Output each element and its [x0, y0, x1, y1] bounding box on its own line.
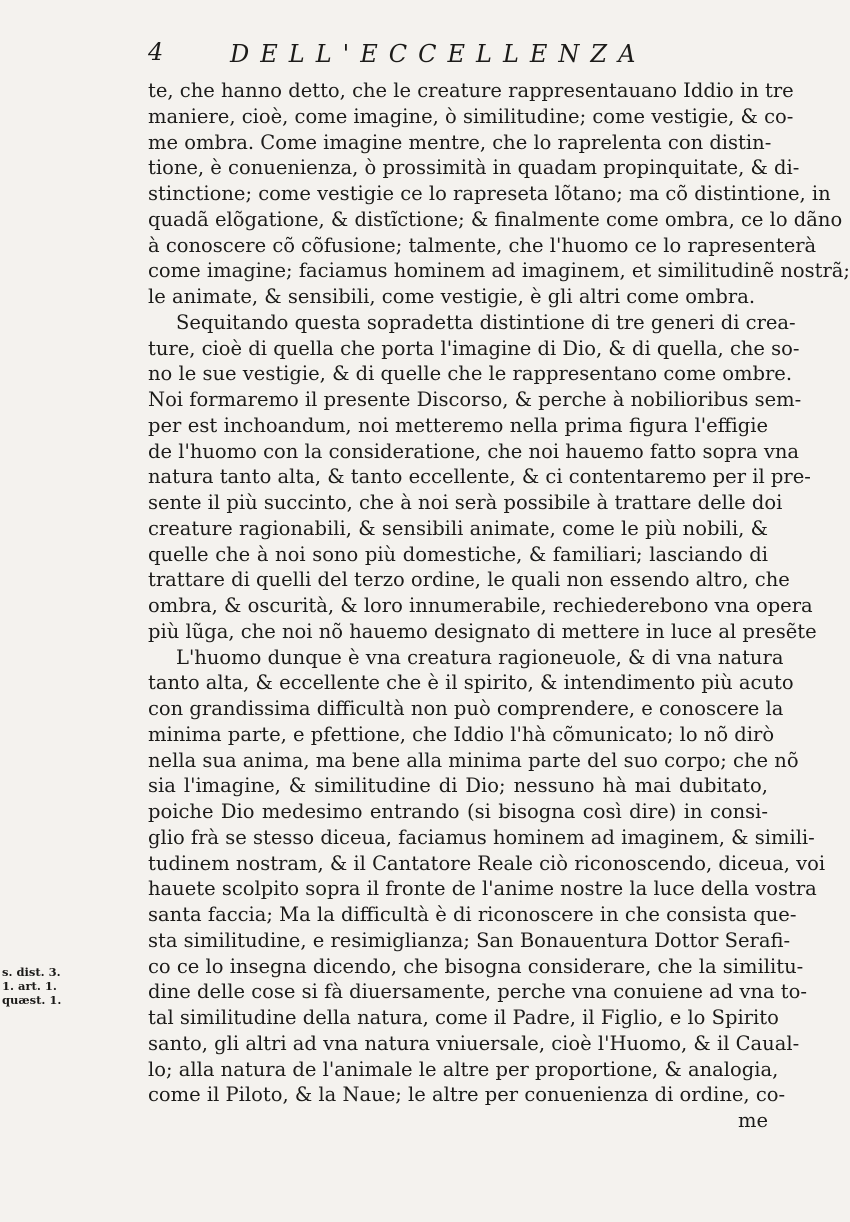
text-line: le animate, & sensibili, come vestigie, è gli altri come ombra. — [148, 285, 756, 308]
text-line: Sequitando questa sopradetta distintione di tre generi di crea- — [176, 310, 796, 334]
text-line: come il Piloto, & la Naue; le altre per conuenienza di ordine, co- — [148, 1083, 786, 1107]
text-line: sente il più succinto, che à noi serà possibile à trattare delle doi — [148, 491, 783, 514]
margin-note-line: 1. art. 1. — [2, 979, 57, 993]
text-line: per est inchoandum, noi metteremo nella prima figura l'effigie — [148, 413, 768, 437]
catchword: me — [737, 1109, 768, 1132]
running-title: DELL'ECCELLENZA — [230, 40, 647, 68]
text-line: tal similitudine della natura, come il Padre, il Figlio, e lo Spirito — [148, 1006, 779, 1029]
text-line: creature ragionabili, & sensibili animate, come le più nobili, & — [148, 516, 768, 540]
text-line: più lũga, che noi nõ hauemo designato di mettere in luce al presẽte — [148, 619, 817, 643]
body-text — [148, 78, 850, 1134]
text-line: stinctione; come vestigie ce lo rapreseta lõtano; ma cõ distintione, in — [148, 182, 831, 205]
text-line: sta similitudine, e resimiglianza; San Bonauentura Dottor Serafi- — [148, 928, 791, 952]
text-line: natura tanto alta, & tanto eccellente, & ci contentaremo per il pre- — [148, 465, 811, 489]
text-line: con grandissima difficultà non può comprendere, e conoscere la — [148, 697, 784, 720]
text-line: trattare di quelli del terzo ordine, le quali non essendo altro, che — [148, 568, 790, 592]
text-line: ombra, & oscurità, & loro innumerabile, rechiederebono vna opera — [148, 594, 813, 617]
text-line: ture, cioè di quella che porta l'imagine di Dio, & di quella, che so- — [148, 336, 800, 360]
text-line: hauete scolpito sopra il fronte de l'anime nostre la luce della vostra — [148, 877, 817, 901]
text-line: tanto alta, & eccellente che è il spirito, & intendimento più acuto — [148, 671, 794, 695]
text-line: co ce lo insegna dicendo, che bisogna considerare, che la similitu- — [148, 954, 804, 978]
text-line: santo, gli altri ad vna natura vniuersale, cioè l'Huomo, & il Caual- — [148, 1031, 800, 1055]
text-line: quadã elõgatione, & distĩctione; & finalmente come ombra, ce lo dãno — [148, 207, 843, 231]
text-line: lo; alla natura de l'animale le altre per proportione, & analogia, — [148, 1057, 779, 1081]
text-line: no le sue vestigie, & di quelle che le rappresentano come ombre. — [148, 362, 793, 386]
text-line: poiche Dio medesimo entrando (si bisogna così dire) in consi- — [148, 800, 768, 823]
text-line: Noi formaremo il presente Discorso, & perche à nobilioribus sem- — [148, 388, 802, 411]
text-line: de l'huomo con la consideratione, che noi hauemo fatto sopra vna — [148, 439, 800, 463]
page-number: 4 — [148, 38, 164, 66]
text-line: à conoscere cõ cõfusione; talmente, che l'huomo ce lo rapresenterà — [148, 233, 817, 257]
text-line: quelle che à noi sono più domestiche, & familiari; lasciando di — [148, 542, 768, 566]
text-line: dine delle cose si fà diuersamente, perche vna conuiene ad vna to- — [148, 980, 807, 1004]
margin-note-line: quæst. 1. — [2, 993, 62, 1007]
text-line: sia l'imagine, & similitudine di Dio; nessuno hà mai dubitato, — [148, 774, 768, 798]
text-line: tudinem nostram, & il Cantatore Reale ciò riconoscendo, diceua, voi — [148, 851, 826, 875]
margin-note-line: s. dist. 3. — [2, 965, 61, 979]
text-line: nella sua anima, ma bene alla minima parte del suo corpo; che nõ — [148, 748, 799, 772]
text-line: come imagine; faciamus hominem ad imaginem, et similitudinẽ nostrã; — [148, 259, 850, 283]
text-line: minima parte, e pfettione, che Iddio l'hà cõmunicato; lo nõ dirò — [148, 722, 775, 746]
text-line: santa faccia; Ma la difficultà è di riconoscere in che consista que- — [148, 903, 797, 926]
text-line: me ombra. Come imagine mentre, che lo raprelenta con distin- — [148, 130, 772, 154]
text-line: glio frà se stesso diceua, faciamus hominem ad imaginem, & simili- — [148, 825, 815, 849]
page-header — [148, 38, 668, 70]
text-line: te, che hanno detto, che le creature rappresentauano Iddio in tre — [148, 79, 794, 102]
text-line: tione, è conuenienza, ò prossimità in quadam propinquitate, & di- — [148, 156, 800, 180]
margin-note — [2, 965, 144, 1007]
text-line: L'huomo dunque è vna creatura ragioneuole, & di vna natura — [176, 645, 784, 669]
text-line: maniere, cioè, come imagine, ò similitudine; come vestigie, & co- — [148, 104, 794, 128]
